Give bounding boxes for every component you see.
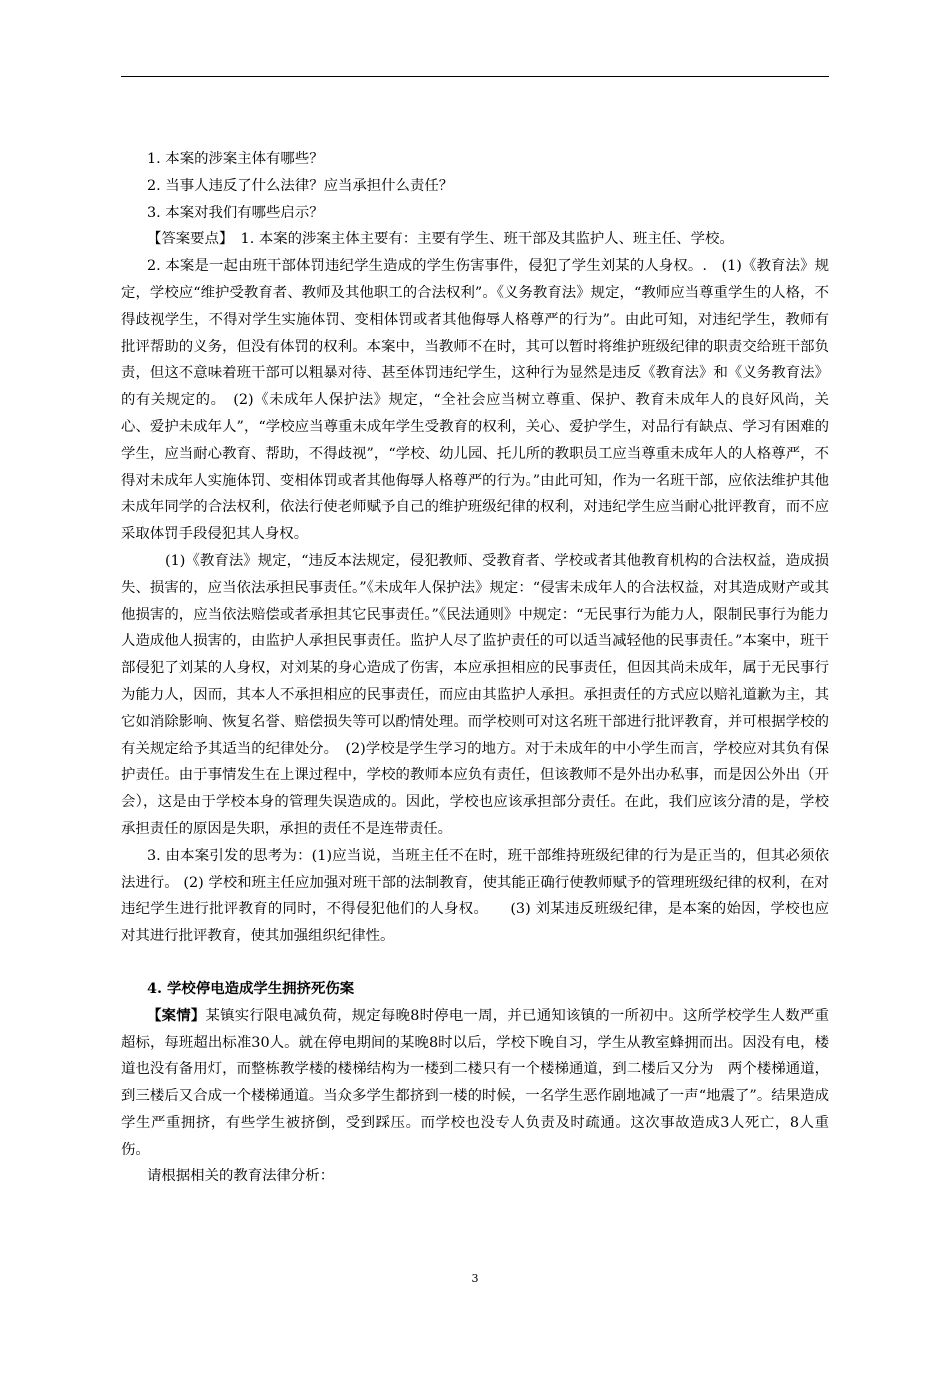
case-4-heading: 4. 学校停电造成学生拥挤死伤案 <box>147 979 355 997</box>
document-body <box>121 146 829 1190</box>
case-4-label: 【案情】 <box>147 1006 206 1024</box>
answer-point-1-text: 1. 本案的涉案主体主要有：主要有学生、班干部及其监护人、班主任、学校。 <box>226 231 734 248</box>
case-4-text: 某镇实行限电减负荷，规定每晚8时停电一周，并已通知该镇的一所初中。这所学校学生人数严重超标，每班超出标准30人。就在停电期间的某晚8时以后，学校下晚自习，学生从教室蜂拥而出。因没有电，楼道也没有备用灯，而整栋教学楼的楼梯结构为一楼到二楼只有一个楼梯通道，到二楼后又分为 两个楼梯通道，到三楼后又合成一个楼梯通道。当众多学生都挤到一楼的时候，一名学生恶作剧地减了一声“地震了”。结果造成学生严重拥挤，有些学生被挤倒，受到踩压。而学校也没专人负责及时疏通。这次事故造成3人死亡，8人重伤。 <box>121 1007 829 1158</box>
section-gap <box>121 950 829 976</box>
question-2: 2. 当事人违反了什么法律？应当承担什么责任？ <box>147 177 454 194</box>
case-4-prompt: 请根据相关的教育法律分析： <box>147 1168 335 1185</box>
question-1: 1. 本案的涉案主体有哪些？ <box>147 151 324 167</box>
answer-point-2-liability: (1)《教育法》规定，“违反本法规定，侵犯教师、受教育者、学校或者其他教育机构的合法权益，造成损失、损害的，应当依法承担民事责任。”《未成年人保护法》规定：“侵害未成年人的合法权益，对其造成财产或其他损害的，应当依法赔偿或者承担其它民事责任。”《民法通则》中规定：“无民事行为能力人，限制民事行为能力人造成他人损害的，由监护人承担民事责任。监护人尽了监护责任的可以适当减轻他的民事责任。”本案中，班干部侵犯了刘某的人身权，对刘某的身心造成了伤害，本应承担相应的民事责任，但因其尚未成年，属于无民事行为能力人，因而，其本人不承担相应的民事责任，而应由其监护人承担。承担责任的方式应以赔礼道歉为主，其它如消除影响、恢复名誉、赔偿损失等可以酌情处理。而学校则可对这名班干部进行批评教育，并可根据学校的有关规定给予其适当的纪律处分。 (2)学校是学生学习的地方。对于未成年的中小学生而言，学校应对其负有保护责任。由于事情发生在上课过程中，学校的教师本应负有责任，但该教师不是外出办私事，而是因公外出（开会），这是由于学校本身的管理失误造成的。因此，学校也应该承担部分责任。在此，我们应该分清的是，学校承担责任的原因是失职，承担的责任不是连带责任。 <box>121 552 829 837</box>
answer-point-3: 3. 由本案引发的思考为：(1)应当说，当班主任不在时，班干部维持班级纪律的行为是正当的，但其必须依法进行。 (2) 学校和班主任应加强对班干部的法制教育，使其能正确行使教师赋予的管理班级纪律的权利，在对违纪学生进行批评教育的同时，不得侵犯他们的人身权。 (3) 刘某违反班级纪律，是本案的始因，学校也应对其进行批评教育，使其加强组织纪律性。 <box>121 847 829 945</box>
case-4-facts <box>121 1003 829 1164</box>
question-3: 3. 本案对我们有哪些启示？ <box>147 204 324 221</box>
header-rule <box>121 76 829 77</box>
answer-point-2: 2. 本案是一起由班干部体罚违纪学生造成的学生伤害事件，侵犯了学生刘某的人身权。. (1)《教育法》规定，学校应“维护受教育者、教师及其他职工的合法权利”。《义务教育法》规定，“教师应当尊重学生的人格，不得歧视学生，不得对学生实施体罚、变相体罚或者其他侮辱人格尊严的行为”。由此可知，对违纪学生，教师有批评帮助的义务，但没有体罚的权利。本案中，当教师不在时，其可以暂时将维护班级纪律的职责交给班干部负责，但这不意味着班干部可以粗暴对待、甚至体罚违纪学生，这种行为显然是违反《教育法》和《义务教育法》的有关规定的。 (2)《未成年人保护法》规定，“全社会应当树立尊重、保护、教育未成年人的良好风尚，关心、爱护未成年人”，“学校应当尊重未成年学生受教育的权利，关心、爱护学生，对品行有缺点、学习有困难的学生，应当耐心教育、帮助，不得歧视”，“学校、幼儿园、托儿所的教职员工应当尊重未成年人的人格尊严，不得对未成年人实施体罚、变相体罚或者其他侮辱人格尊严的行为。”由此可知，作为一名班干部，应依法维护其他未成年同学的合法权利，依法行使老师赋予自己的维护班级纪律的权利，对违纪学生应当耐心批评教育，而不应采取体罚手段侵犯其人身权。 <box>121 258 829 543</box>
answer-point-1 <box>121 226 829 253</box>
page-number: 3 <box>471 1272 479 1285</box>
answer-label: 【答案要点】 <box>147 231 227 248</box>
